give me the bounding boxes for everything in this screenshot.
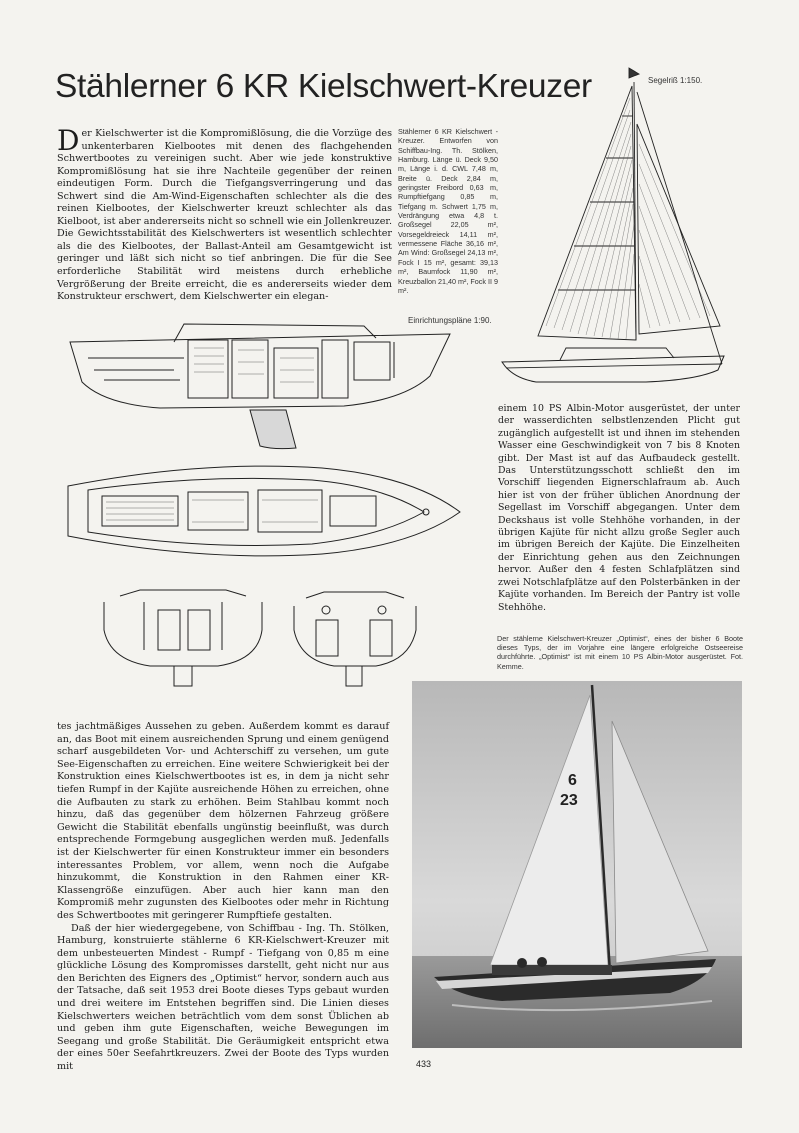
sail-number-bottom: 23 (560, 792, 578, 809)
sailboat-photo (412, 681, 742, 1048)
sail-plan-drawing (496, 64, 732, 386)
main-paragraph-2: Daß der hier wiedergegebene, von Schiffbau - Ing. Th. Stölken, Hamburg, konstruierte stählerne 6 KR-Kielschwert-Kreuzer mit dem unbesteuerten Mindest - Rumpf - Tiefgang von 0,85 m eine glückliche Lösung des Kompromisses darstellt, geht nicht nur aus den Berichten des Eigners des „Optimist“ hervor, sondern auch aus der Tatsache, daß seit 1953 drei Boote dieses Typs gebaut wurden und drei weitere im Entstehen begriffen sind. Die Linien dieses Kielschwerters weichen beträchtlich vom dem sonst Üblichen ab und geben ihm gute Eigenschaften, weiche Bewegungen im Seegang und große Stabilität. Die Geräumigkeit entspricht etwa der eines 50er Seefahrtkreuzers. Zwei der Boote des Typs wurden mit (57, 922, 389, 1073)
profile-layout-drawing (64, 318, 456, 452)
page-number: 433 (416, 1059, 432, 1069)
deck-plan-drawing (62, 456, 464, 566)
intro-paragraph: Der Kielschwerter ist die Kompromißlösung, die die Vorzüge des unkenterbaren Kielbootes mit denen des flachgehenden Schwertbootes zu vereinigen sucht. Aber wie jede konstruktive Kompromißlösung hat sie ihre Nachteile gegenüber der reinen eindeutigen Form. Durch die Tiefgangsverringerung und das Schwert sind die Am-Wind-Eigenschaften schlechter als die des reinen Kielbootes, der Kielschwerter kreuzt schlechter als das Kielboot, ist aber andererseits nicht so schnell wie ein Jollenkreuzer. Die Gewichtsstabilität des Kielschwerters ist wesentlich schlechter als die des Kielbootes, der Ballast-Anteil am Gesamtgewicht ist geringer und läßt sich nicht so tief anbringen. Die für die See erforderliche Stabilität wird meistens durch erhebliche Vergrößerung der Breite erreicht, die es andererseits wieder dem Konstrukteur erschwert, dem Kielschwerter ein elegan- (57, 124, 392, 303)
sail-number-top: 6 (568, 772, 577, 789)
sail-plan-scale: Segelriß 1:150. (648, 76, 703, 85)
main-column-text (57, 721, 389, 1073)
specs-caption: Stählerner 6 KR Kielschwert - Kreuzer. Entworfen von Schiffbau-Ing. Th. Stölken, Hamburg. Länge ü. Deck 9,50 m, Länge i. d. CWL 7,48 m, Breite ü. Deck 2,84 m, geringster Freibord 0,63 m, Rumpftiefgang 0,85 m, Tiefgang m. Schwert 1,75 m, Verdrängung etwa 4,8 t. Großsegel 22,05 m², Vorsegeldreieck 14,11 m², vermessene Fläche 36,16 m², Am Wind: Großsegel 24,13 m², Fock I 15 m², gesamt: 39,13 m², Baumfock 11,90 m², Kreuzballon 21,40 m², Fock II 9 m². (398, 127, 498, 295)
article-title: Stählerner 6 KR Kielschwert-Kreuzer (55, 68, 592, 105)
photo-caption: Der stählerne Kielschwert-Kreuzer „Optimist“, eines der bisher 6 Boote dieses Typs, der im Vorjahre eine längere erfolgreiche Ostseereise durchführte. „Optimist“ ist mit einem 10 PS Albin-Motor ausgerüstet. Fot. Kemme. (497, 634, 743, 671)
cross-section-drawing-2 (290, 590, 420, 690)
layout-scale: Einrichtungspläne 1:90. (408, 316, 492, 325)
right-column-text: einem 10 PS Albin-Motor ausgerüstet, der unter der wasserdichten selbstlenzenden Plicht gut zugänglich aufgestellt ist und ihnen im stehenden Wasser eine Geschwindigkeit von 7 bis 8 Knoten gibt. Der Mast ist auf das Aufbaudeck gestellt. Das Unterstützungsschott schließt den im Vorschiff liegenden Eignerschlafraum ab. Auch hier ist von der früher üblichen Anordnung der Segellast im Vorschiff abgegangen. Unter dem Deckshaus ist volle Stehhöhe vorhanden, in der übrigen Kajüte für nicht allzu große Segler auch im übrigen Bereich der Kajüte. Die Einzelheiten der Einrichtung gehen aus den Zeichnungen hervor. Außer den 4 festen Schlafplätzen sind zwei Notschlafplätze auf den Polsterbänken in der Kajüte vorhanden. Im Bereich der Pantry ist volle Stehhöhe. (498, 403, 740, 613)
cross-section-drawing-1 (100, 590, 268, 690)
main-paragraph-1: tes jachtmäßiges Aussehen zu geben. Außerdem kommt es darauf an, das Boot mit einem ausreichenden Sprung und einem genügend scharf ausgebildeten Vor- und Achterschiff zu versehen, um gute See-Eigenschaften zu erreichen. Eine weitere Schwierigkeit bei der Konstruktion eines Kielschwertbootes ist es, in dem ja nicht sehr tiefen Rumpf in der Kajüte ausreichende Höhen zu erreichen, ohne die Aufbauten zu stark zu erhöhen. Beim Stahlbau kommt noch hinzu, daß das gegenüber dem hölzernen Fahrzeug größere Gewicht die Stabilität ebenfalls ungünstig beeinflußt, was durch entsprechende Formgebung ausgeglichen werden muß. Jedenfalls ist der Kielschwerter für einen Konstrukteur immer ein besonders interessantes Problem, vor allem, wenn noch die Aufgabe hinzukommt, die Konstruktion in den Rahmen einer KR-Klassengröße einzufügen. Aber auch hier kann man den Kompromiß mehr zugunsten des Kielbootes oder mehr in Richtung des Schwertbootes mit geringerer Rumpftiefe gestalten. (57, 721, 389, 921)
